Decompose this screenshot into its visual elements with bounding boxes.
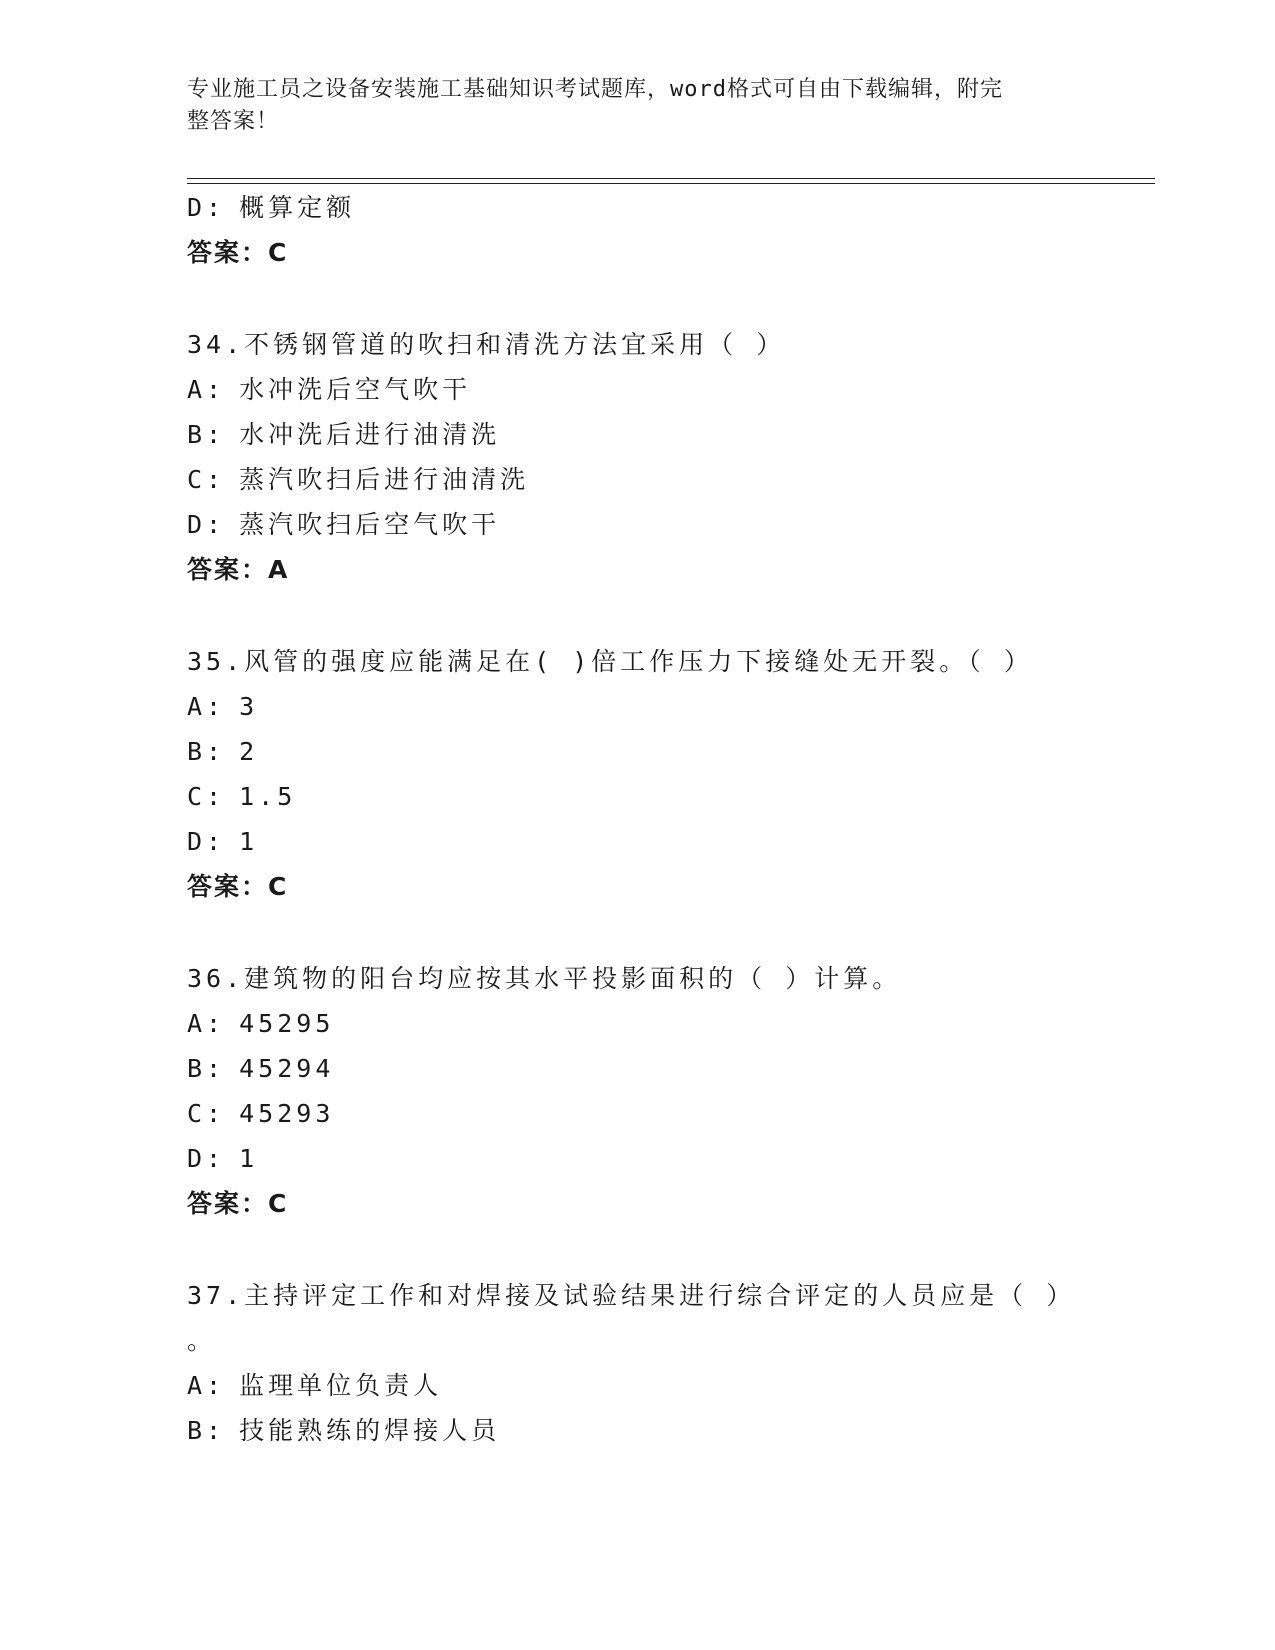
option-label: D:	[187, 510, 226, 539]
option-line	[187, 1053, 334, 1085]
option-line	[187, 192, 355, 224]
option-text: 45294	[239, 1054, 335, 1083]
answer-line: 答案：C	[187, 238, 289, 267]
option-line	[187, 826, 258, 858]
option-line	[187, 1415, 500, 1447]
option-label: D:	[187, 1144, 226, 1173]
question-37-continuation: 。	[187, 1326, 217, 1355]
option-line	[187, 1008, 334, 1040]
option-line	[187, 1098, 334, 1130]
option-text: 1	[239, 1144, 259, 1173]
header-line-2: 整答案！	[187, 109, 280, 134]
option-label: B:	[187, 420, 226, 449]
option-line	[187, 464, 529, 496]
option-text: 3	[239, 692, 259, 721]
option-line	[187, 419, 500, 451]
option-label: C:	[187, 465, 226, 494]
option-label: B:	[187, 737, 226, 766]
option-text: 概算定额	[239, 193, 356, 222]
question-36: 36.建筑物的阳台均应按其水平投影面积的（ ）计算。	[187, 964, 902, 993]
header-rule-bottom	[187, 183, 1155, 184]
option-text: 水冲洗后空气吹干	[239, 375, 472, 404]
question-34: 34.不锈钢管道的吹扫和清洗方法宜采用（ ）	[187, 330, 786, 359]
option-line	[187, 736, 258, 768]
option-line	[187, 509, 500, 541]
option-label: B:	[187, 1054, 226, 1083]
option-text: 45293	[239, 1099, 335, 1128]
option-label: A:	[187, 375, 226, 404]
option-line	[187, 1143, 258, 1175]
option-label: D:	[187, 193, 226, 222]
option-text: 蒸汽吹扫后进行油清洗	[239, 465, 530, 494]
option-line	[187, 691, 258, 723]
question-37: 37.主持评定工作和对焊接及试验结果进行综合评定的人员应是（ ）	[187, 1281, 1076, 1310]
option-text: 1	[239, 827, 259, 856]
option-text: 蒸汽吹扫后空气吹干	[239, 510, 501, 539]
option-label: A:	[187, 1009, 226, 1038]
option-line	[187, 374, 471, 406]
option-text: 1.5	[239, 782, 297, 811]
document-header	[187, 74, 1087, 138]
option-text: 水冲洗后进行油清洗	[239, 420, 501, 449]
option-label: A:	[187, 692, 226, 721]
option-label: D:	[187, 827, 226, 856]
answer-line: 答案：A	[187, 555, 290, 584]
option-line	[187, 1370, 442, 1402]
option-text: 2	[239, 737, 259, 766]
option-label: B:	[187, 1416, 226, 1445]
option-text: 45295	[239, 1009, 335, 1038]
option-label: C:	[187, 1099, 226, 1128]
answer-line: 答案：C	[187, 1189, 289, 1218]
header-rule-top	[187, 178, 1155, 179]
option-line	[187, 781, 296, 813]
option-text: 监理单位负责人	[239, 1371, 443, 1400]
answer-line: 答案：C	[187, 872, 289, 901]
option-label: C:	[187, 782, 226, 811]
question-35: 35.风管的强度应能满足在( )倍工作压力下接缝处无开裂。（ ）	[187, 647, 1033, 676]
option-label: A:	[187, 1371, 226, 1400]
option-text: 技能熟练的焊接人员	[239, 1416, 501, 1445]
header-line-1: 专业施工员之设备安装施工基础知识考试题库，word格式可自由下载编辑，附完	[187, 77, 1003, 102]
